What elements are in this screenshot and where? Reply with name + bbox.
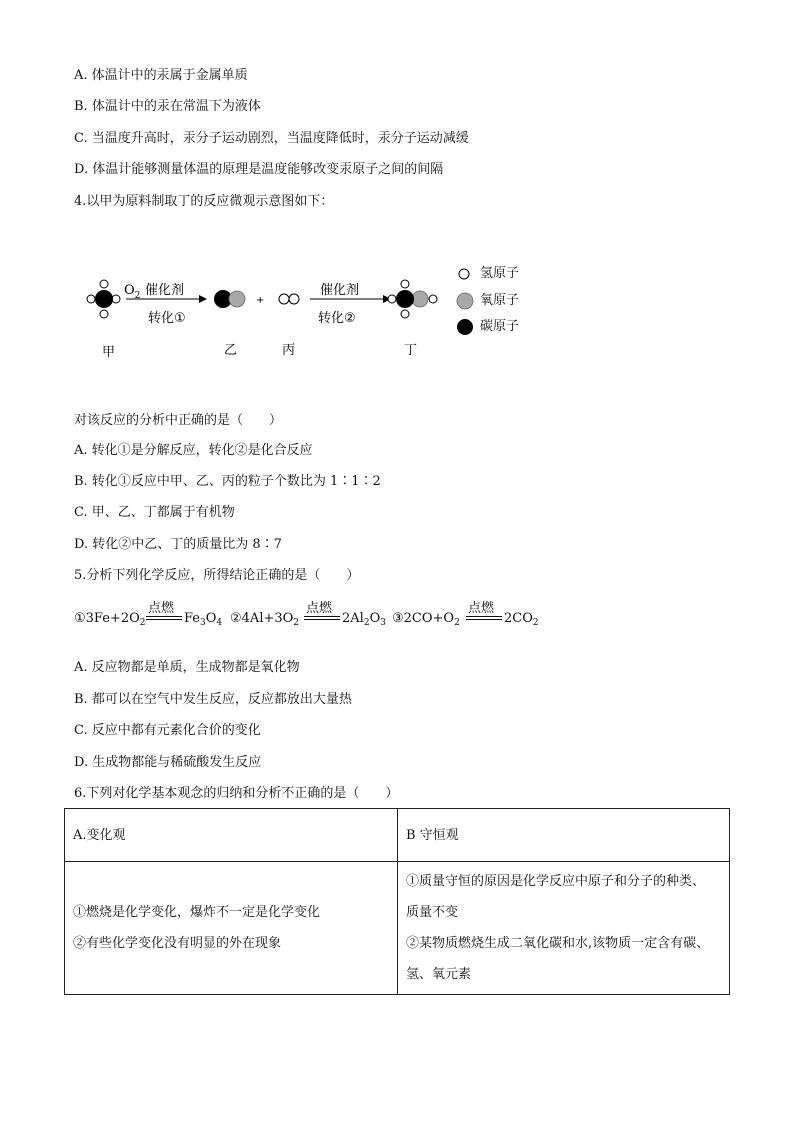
cell-b-line-1: ①质量守恒的原因是化学反应中原子和分子的种类、 [406,874,706,889]
q4-option-a: A. 转化①是分解反应，转化②是化合反应 [74,443,313,458]
atom-legend: 氢原子 氧原子 碳原子 [456,264,576,344]
step-label-2: 转化② [318,311,356,326]
q4-option-d: D. 转化②中乙、丁的质量比为 8∶7 [74,537,282,552]
q3-option-b: B. 体温计中的汞在常温下为液体 [74,99,261,114]
label-ding: 丁 [404,343,418,358]
q3-option-a: A. 体温计中的汞属于金属单质 [74,68,248,83]
q4-question: 对该反应的分析中正确的是（ ） [74,413,283,428]
q4-stem: 4.以甲为原料制取丁的反应微观示意图如下： [74,194,334,209]
molecule-yi [214,290,245,308]
table-cell-a [65,862,398,995]
label-bing: 丙 [282,343,296,358]
equations-row [74,603,634,633]
table-header-b: B 守恒观 [398,809,730,862]
cell-b-line-3: ②某物质燃烧生成二氧化碳和水,该物质一定含有碳、 [406,936,710,951]
concept-table [64,808,730,995]
equation-3: $③2CO+O_2$ 点燃 $2CO_2$ [392,601,539,628]
q5-option-b: B. 都可以在空气中发生反应，反应都放出大量热 [74,692,352,707]
q3-option-c: C. 当温度升高时，汞分子运动剧烈，当温度降低时，汞分子运动减缓 [74,131,469,146]
cell-b-line-4: 氢、氧元素 [406,967,472,982]
molecule-jia [87,280,120,318]
q5-option-a: A. 反应物都是单质，生成物都是氧化物 [74,660,300,675]
equation-1: $①3Fe+2O_2$ 点燃 $Fe_3O_4$ [74,601,223,628]
table-header-a: A.变化观 [65,809,398,862]
label-jia: 甲 [102,345,116,360]
molecule-bing [279,294,299,304]
q5-option-c: C. 反应中都有元素化合价的变化 [74,723,261,738]
table-cell-b [398,862,730,995]
q5-stem: 5.分析下列化学反应，所得结论正确的是（ ） [74,568,360,583]
cell-a-line-2: ②有些化学变化没有明显的外在现象 [73,936,282,951]
q3-option-d: D. 体温计能够测量体温的原理是温度能够改变汞原子之间的间隔 [74,162,444,177]
molecule-ding [388,280,437,318]
q6-stem: 6.下列对化学基本观念的归纳和分析不正确的是（ ） [74,786,399,801]
q5-option-d: D. 生成物都能与稀硫酸发生反应 [74,755,262,770]
step-label-1: 转化① [148,311,186,326]
plus-sign: + [256,295,265,306]
catalyst-label-1: 催化剂 [145,283,185,298]
label-yi: 乙 [224,343,238,358]
q4-option-b: B. 转化①反应中甲、乙、丙的粒子个数比为 1∶1∶2 [74,474,381,489]
cell-b-line-2: 质量不变 [406,905,459,920]
catalyst-label-2: 催化剂 [320,283,360,298]
q4-option-c: C. 甲、乙、丁都属于有机物 [74,505,235,520]
cell-a-line-1: ①燃烧是化学变化，爆炸不一定是化学变化 [73,905,321,920]
equation-2: $②4Al+3O_2$ 点燃 $2Al_2O_3$ [230,601,386,628]
reactant-o2: $O_2$ [124,283,141,301]
